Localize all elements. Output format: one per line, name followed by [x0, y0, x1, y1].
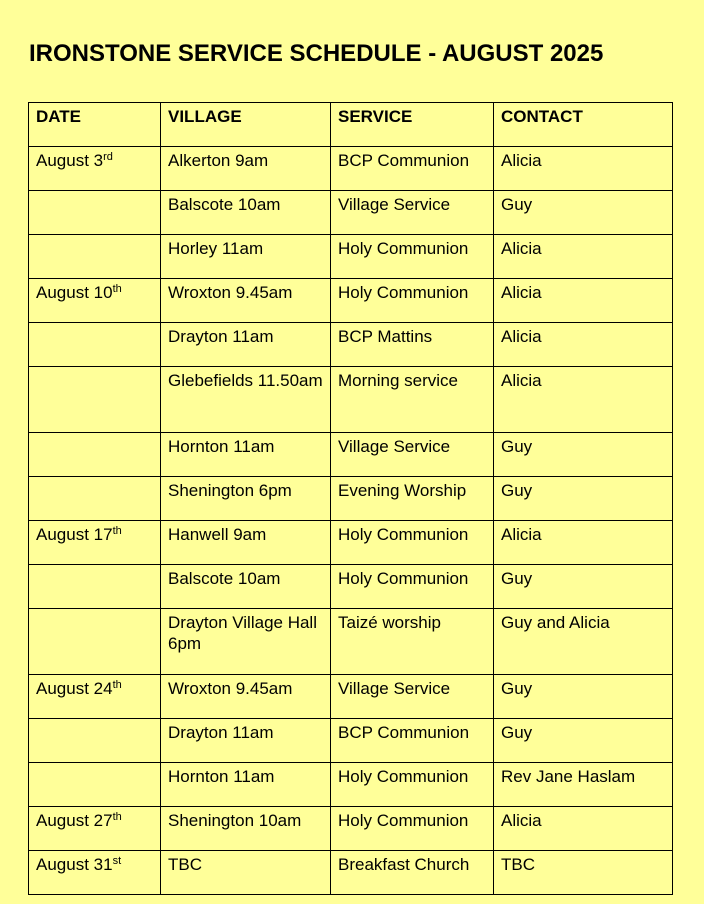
village-cell: Drayton 11am	[161, 719, 331, 763]
village-cell: Alkerton 9am	[161, 147, 331, 191]
contact-cell: TBC	[494, 851, 673, 895]
page-title: IRONSTONE SERVICE SCHEDULE - AUGUST 2025	[29, 40, 604, 67]
contact-cell: Guy	[494, 191, 673, 235]
service-cell: Village Service	[331, 675, 494, 719]
date-cell	[29, 279, 161, 323]
village-cell: Drayton Village Hall 6pm	[161, 609, 331, 675]
contact-cell: Guy	[494, 565, 673, 609]
table-row	[29, 191, 673, 235]
table-row	[29, 323, 673, 367]
contact-cell: Guy	[494, 433, 673, 477]
contact-cell: Guy and Alicia	[494, 609, 673, 675]
service-cell: Morning service	[331, 367, 494, 433]
date-cell-empty	[29, 367, 161, 433]
table-row	[29, 279, 673, 323]
service-cell: Holy Communion	[331, 279, 494, 323]
header-date: DATE	[29, 103, 161, 147]
date-text: August 31	[36, 855, 113, 874]
date-cell-empty	[29, 477, 161, 521]
table-row	[29, 719, 673, 763]
village-cell: Shenington 6pm	[161, 477, 331, 521]
service-cell: BCP Communion	[331, 719, 494, 763]
contact-cell: Alicia	[494, 279, 673, 323]
service-cell: BCP Mattins	[331, 323, 494, 367]
contact-cell: Guy	[494, 477, 673, 521]
date-cell-empty	[29, 323, 161, 367]
date-text: August 3	[36, 151, 104, 170]
date-cell-empty	[29, 235, 161, 279]
date-suffix: rd	[103, 151, 113, 163]
date-suffix: th	[112, 811, 122, 823]
header-contact: CONTACT	[494, 103, 673, 147]
date-suffix: st	[112, 855, 122, 867]
date-text: August 10	[36, 283, 113, 302]
header-service: SERVICE	[331, 103, 494, 147]
service-cell: BCP Communion	[331, 147, 494, 191]
date-cell	[29, 521, 161, 565]
contact-cell: Rev Jane Haslam	[494, 763, 673, 807]
table-row	[29, 521, 673, 565]
village-cell: Wroxton 9.45am	[161, 675, 331, 719]
table-row	[29, 235, 673, 279]
date-suffix: th	[112, 283, 122, 295]
date-cell	[29, 851, 161, 895]
table-row	[29, 763, 673, 807]
date-text: August 17	[36, 525, 113, 544]
contact-cell: Alicia	[494, 235, 673, 279]
contact-cell: Alicia	[494, 147, 673, 191]
table-row	[29, 609, 673, 675]
table-row	[29, 807, 673, 851]
village-cell: Hornton 11am	[161, 763, 331, 807]
contact-cell: Alicia	[494, 367, 673, 433]
service-cell: Evening Worship	[331, 477, 494, 521]
table-row	[29, 433, 673, 477]
date-text: August 24	[36, 679, 113, 698]
village-cell: Drayton 11am	[161, 323, 331, 367]
table-row	[29, 367, 673, 433]
date-cell-empty	[29, 763, 161, 807]
service-cell: Holy Communion	[331, 565, 494, 609]
date-cell	[29, 675, 161, 719]
date-suffix: th	[112, 525, 122, 537]
date-cell-empty	[29, 191, 161, 235]
service-cell: Holy Communion	[331, 235, 494, 279]
contact-cell: Alicia	[494, 807, 673, 851]
service-cell: Breakfast Church	[331, 851, 494, 895]
table-row	[29, 147, 673, 191]
village-cell: Wroxton 9.45am	[161, 279, 331, 323]
date-text: August 27	[36, 811, 113, 830]
date-cell	[29, 147, 161, 191]
village-cell: Shenington 10am	[161, 807, 331, 851]
contact-cell: Alicia	[494, 323, 673, 367]
table-row	[29, 675, 673, 719]
header-row	[29, 103, 673, 147]
date-cell-empty	[29, 433, 161, 477]
date-suffix: th	[112, 679, 122, 691]
service-cell: Holy Communion	[331, 807, 494, 851]
date-cell	[29, 807, 161, 851]
header-village: VILLAGE	[161, 103, 331, 147]
village-cell: Balscote 10am	[161, 565, 331, 609]
table-row	[29, 851, 673, 895]
date-cell-empty	[29, 609, 161, 675]
village-cell: Hornton 11am	[161, 433, 331, 477]
village-cell: Balscote 10am	[161, 191, 331, 235]
village-cell: Glebefields 11.50am	[161, 367, 331, 433]
village-cell: Horley 11am	[161, 235, 331, 279]
service-cell: Holy Communion	[331, 521, 494, 565]
table-row	[29, 565, 673, 609]
contact-cell: Alicia	[494, 521, 673, 565]
date-cell-empty	[29, 565, 161, 609]
service-cell: Village Service	[331, 191, 494, 235]
contact-cell: Guy	[494, 719, 673, 763]
service-cell: Taizé worship	[331, 609, 494, 675]
service-cell: Holy Communion	[331, 763, 494, 807]
table-row	[29, 477, 673, 521]
date-cell-empty	[29, 719, 161, 763]
village-cell: TBC	[161, 851, 331, 895]
contact-cell: Guy	[494, 675, 673, 719]
service-schedule-table	[28, 102, 673, 895]
village-cell: Hanwell 9am	[161, 521, 331, 565]
service-cell: Village Service	[331, 433, 494, 477]
